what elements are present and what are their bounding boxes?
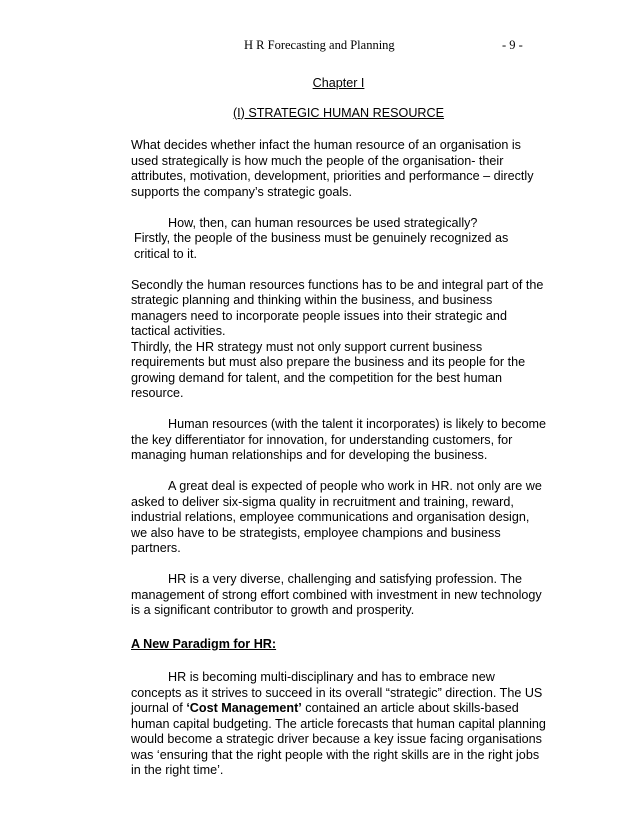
chapter-heading-text: Chapter I (312, 76, 365, 90)
paragraph-8-part-2: contained an article about skills-based human capital budgeting. The article forecasts that human capital planning would become a strategic driver because a key issue facing organisations was ‘ensuring that the right people with the right skills are in the right jobs in the right time’. (131, 701, 546, 777)
paragraph-6: A great deal is expected of people who work in HR. not only are we asked to deliver six-sigma quality in recruitment and training, reward, industrial relations, employee communications and organisation design, we also have to be strategists, employee champions and business partners. (131, 479, 542, 555)
paragraph-8 (131, 670, 546, 779)
paragraph-8-part-1: HR is becoming multi-disciplinary and has to embrace new concepts as it strives to succeed in its overall “strategic” direction. The US journal of (131, 670, 543, 715)
paragraph-2-question: How, then, can human resources be used strategically? (168, 215, 478, 230)
subheading-text: A New Paradigm for HR: (131, 636, 277, 651)
paragraph-1: What decides whether infact the human resource of an organisation is used strategically is how much the people of the organisation- their attributes, motivation, development, priorities and performance – directly supports the company’s strategic goals. (131, 138, 534, 199)
header-title: H R Forecasting and Planning (244, 38, 395, 52)
document-body (131, 76, 546, 779)
section-title (131, 106, 546, 122)
paragraph-5: Human resources (with the talent it incorporates) is likely to become the key differentiator for innovation, for understanding customers, for managing human relationships and for developing the business. (131, 417, 546, 462)
journal-name: ‘Cost Management’ (186, 701, 302, 715)
paragraph-4: Thirdly, the HR strategy must not only support current business requirements but must also prepare the business and its people for the growing demand for talent, and the competition for the best human resource. (131, 339, 526, 400)
section-title-text: (I) STRATEGIC HUMAN RESOURCE (232, 105, 445, 120)
paragraph-7: HR is a very diverse, challenging and satisfying profession. The management of strong effort combined with investment in new technology is a significant contributor to growth and prosperity. (131, 572, 542, 617)
chapter-heading (131, 76, 546, 92)
subheading (131, 637, 546, 653)
page-header (0, 38, 638, 54)
paragraph-2-answer: Firstly, the people of the business must be genuinely recognized as critical to it. (134, 231, 509, 261)
paragraph-3: Secondly the human resources functions has to be and integral part of the strategic planning and thinking within the business, and business managers need to incorporate people issues into their strategic and tactical activities. (131, 277, 544, 338)
page-number: - 9 - (502, 38, 523, 52)
